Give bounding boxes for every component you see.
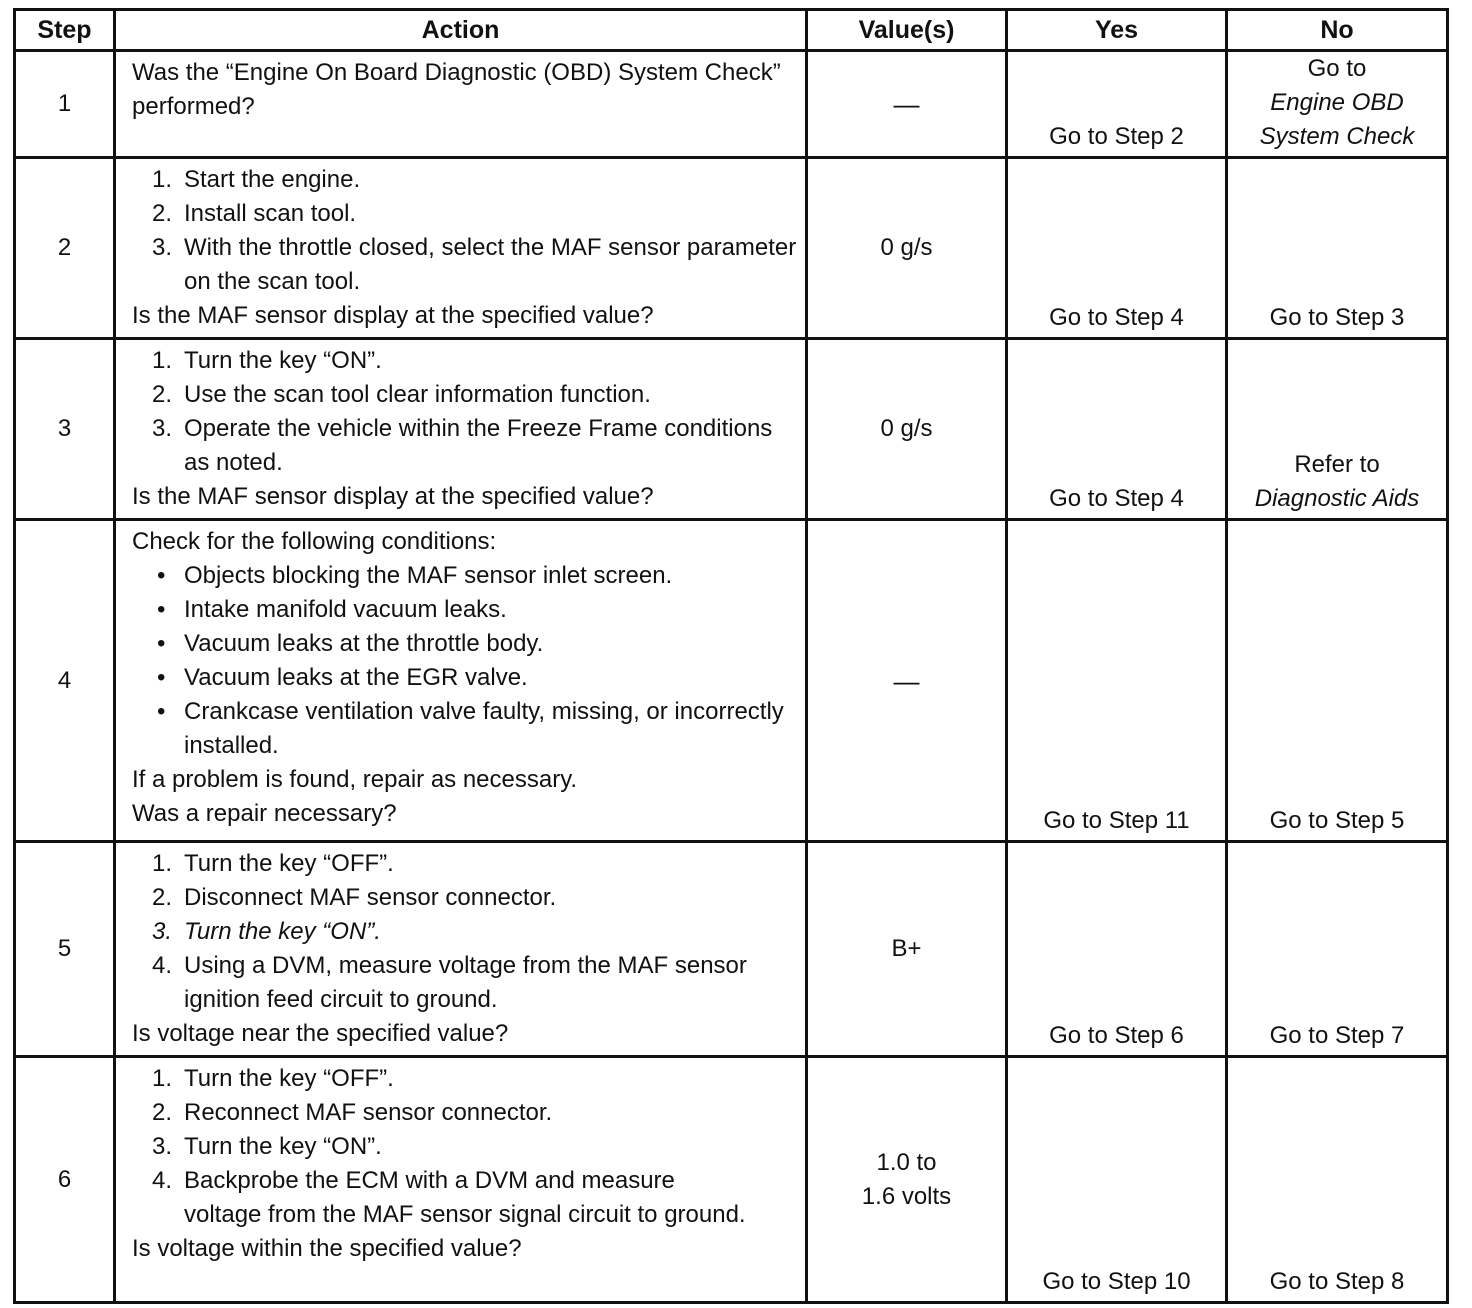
action-step: Reconnect MAF sensor connector.	[184, 1099, 553, 1126]
table-row	[15, 158, 1448, 339]
action-question: Was the “Engine On Board Diagnostic (OBD) System Check” performed?	[132, 59, 781, 120]
no-link-text: Engine OBD	[1270, 89, 1404, 116]
header-step: Step	[15, 10, 115, 51]
table-row	[15, 520, 1448, 842]
header-row	[15, 10, 1448, 51]
action-step: With the throttle closed, select the MAF sensor parameter on the scan tool.	[184, 234, 797, 295]
no-cell	[1227, 1057, 1448, 1303]
value-text: —	[893, 665, 920, 696]
condition-item: • Vacuum leaks at the throttle body.	[184, 627, 797, 661]
step-number: 4	[15, 520, 115, 842]
yes-text: Go to Step 2	[1049, 123, 1184, 150]
header-action: Action	[115, 10, 807, 51]
no-link-text: System Check	[1259, 123, 1415, 150]
no-cell	[1227, 158, 1448, 339]
value-text: 0 g/s	[880, 415, 933, 442]
action-step: Backprobe the ECM with a DVM and measure voltage from the MAF sensor signal circuit to ground.	[184, 1167, 746, 1228]
step-number: 2	[15, 158, 115, 339]
no-cell	[1227, 339, 1448, 520]
step-number: 1	[15, 51, 115, 158]
action-steps	[132, 847, 797, 1017]
value-text: 0 g/s	[880, 234, 933, 261]
action-note: If a problem is found, repair as necessary.	[132, 766, 578, 793]
action-step: Turn the key “OFF”.	[184, 1065, 394, 1092]
step-number: 5	[15, 842, 115, 1057]
action-step: Using a DVM, measure voltage from the MAF sensor ignition feed circuit to ground.	[184, 952, 747, 1013]
action-step: Turn the key “OFF”.	[184, 850, 394, 877]
action-steps	[132, 344, 797, 480]
yes-cell	[1007, 842, 1227, 1057]
value-cell	[807, 158, 1007, 339]
yes-text: Go to Step 6	[1049, 1022, 1184, 1049]
yes-cell	[1007, 158, 1227, 339]
step-number: 3	[15, 339, 115, 520]
no-text: Go to Step 8	[1269, 1268, 1405, 1295]
action-question: Is the MAF sensor display at the specified value?	[132, 483, 654, 510]
step-number: 6	[15, 1057, 115, 1303]
yes-text: Go to Step 4	[1049, 304, 1184, 331]
action-question: Is voltage within the specified value?	[132, 1235, 522, 1262]
action-step: Start the engine.	[184, 166, 361, 193]
header-yes: Yes	[1007, 10, 1227, 51]
action-cell	[115, 51, 807, 158]
value-text: —	[893, 89, 920, 119]
action-steps	[132, 163, 797, 299]
action-question: Was a repair necessary?	[132, 800, 397, 827]
action-cell	[115, 842, 807, 1057]
yes-text: Go to Step 4	[1049, 485, 1184, 512]
yes-cell	[1007, 1057, 1227, 1303]
yes-text: Go to Step 10	[1042, 1268, 1191, 1295]
action-step: Install scan tool.	[184, 200, 357, 227]
diagnostic-table	[13, 8, 1449, 1304]
table-row	[15, 339, 1448, 520]
no-text: Go to Step 3	[1269, 304, 1405, 331]
table-row	[15, 1057, 1448, 1303]
yes-cell	[1007, 339, 1227, 520]
action-cell	[115, 158, 807, 339]
yes-cell	[1007, 520, 1227, 842]
no-link-text: Diagnostic Aids	[1254, 485, 1420, 512]
table-row	[15, 51, 1448, 158]
value-text: 1.0 to	[876, 1148, 937, 1176]
condition-item: • Crankcase ventilation valve faulty, missing, or incorrectly installed.	[184, 695, 797, 763]
action-steps	[132, 1062, 797, 1232]
action-step: Use the scan tool clear information function.	[184, 381, 651, 408]
no-cell	[1227, 520, 1448, 842]
yes-text: Go to Step 11	[1043, 807, 1190, 834]
action-question: Is the MAF sensor display at the specified value?	[132, 302, 654, 329]
action-step: Turn the key “ON”.	[184, 1133, 382, 1160]
no-text: Go to Step 7	[1269, 1022, 1405, 1049]
value-text: B+	[891, 935, 922, 962]
action-step: Disconnect MAF sensor connector.	[184, 884, 557, 911]
action-step: Turn the key “ON”.	[184, 918, 381, 945]
no-cell	[1227, 842, 1448, 1057]
no-text: Refer to	[1294, 451, 1380, 478]
action-cell	[115, 520, 807, 842]
condition-list	[132, 559, 797, 763]
action-cell	[115, 1057, 807, 1303]
condition-item: • Objects blocking the MAF sensor inlet screen.	[184, 559, 797, 593]
action-intro: Check for the following conditions:	[132, 528, 497, 555]
yes-cell	[1007, 51, 1227, 158]
action-cell	[115, 339, 807, 520]
no-cell	[1227, 51, 1448, 158]
no-text: Go to Step 5	[1269, 807, 1405, 834]
header-no: No	[1227, 10, 1448, 51]
table-row	[15, 842, 1448, 1057]
value-cell	[807, 1057, 1007, 1303]
condition-item: • Intake manifold vacuum leaks.	[184, 593, 797, 627]
condition-item: • Vacuum leaks at the EGR valve.	[184, 661, 797, 695]
value-cell	[807, 339, 1007, 520]
action-step: Turn the key “ON”.	[184, 347, 382, 374]
header-values: Value(s)	[807, 10, 1007, 51]
action-question: Is voltage near the specified value?	[132, 1020, 509, 1047]
value-text: 1.6 volts	[861, 1182, 952, 1210]
action-step: Operate the vehicle within the Freeze Frame conditions as noted.	[184, 415, 773, 476]
no-text: Go to	[1307, 55, 1367, 82]
value-cell	[807, 842, 1007, 1057]
value-cell	[807, 520, 1007, 842]
value-cell	[807, 51, 1007, 158]
